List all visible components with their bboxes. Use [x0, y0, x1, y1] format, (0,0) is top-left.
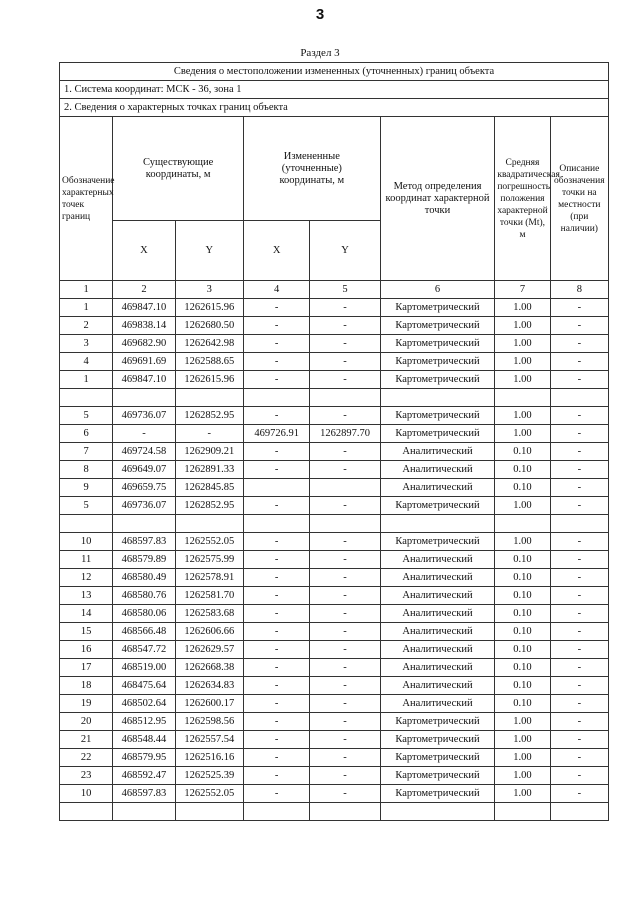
- method-cell: Картометрический: [380, 317, 495, 335]
- error-cell: 0.10: [495, 605, 550, 623]
- existing-y-cell: 1262552.05: [175, 533, 243, 551]
- point-id-cell: 15: [60, 623, 113, 641]
- changed-y-cell: [310, 389, 380, 407]
- existing-y-cell: 1262606.66: [175, 623, 243, 641]
- existing-x-cell: 469691.69: [113, 353, 175, 371]
- method-cell: [380, 389, 495, 407]
- existing-x-cell: 468592.47: [113, 767, 175, 785]
- existing-y-cell: 1262578.91: [175, 569, 243, 587]
- error-cell: 0.10: [495, 461, 550, 479]
- table-row: [60, 461, 609, 479]
- changed-x-cell: -: [243, 299, 309, 317]
- column-number: 5: [310, 281, 380, 299]
- existing-x-cell: 469847.10: [113, 299, 175, 317]
- changed-y-cell: [310, 515, 380, 533]
- description-cell: -: [550, 461, 608, 479]
- description-cell: -: [550, 785, 608, 803]
- table-title: Сведения о местоположении измененных (уточненных) границ объекта: [60, 63, 609, 81]
- section-title: Раздел 3: [300, 47, 340, 59]
- table-row: [60, 299, 609, 317]
- header-error: Средняя квадратическая погрешность положения характерной точки (Mt), м: [495, 117, 550, 281]
- point-id-cell: 8: [60, 461, 113, 479]
- existing-y-cell: 1262583.68: [175, 605, 243, 623]
- point-id-cell: 10: [60, 785, 113, 803]
- existing-x-cell: 468519.00: [113, 659, 175, 677]
- error-cell: 0.10: [495, 641, 550, 659]
- table-row: [60, 353, 609, 371]
- table-row: [60, 371, 609, 389]
- error-cell: 1.00: [495, 785, 550, 803]
- table-row: [60, 749, 609, 767]
- changed-x-cell: 469726.91: [243, 425, 309, 443]
- error-cell: 0.10: [495, 443, 550, 461]
- table-row: [60, 587, 609, 605]
- empty-row: [60, 803, 609, 821]
- existing-y-cell: 1262642.98: [175, 335, 243, 353]
- changed-x-cell: -: [243, 443, 309, 461]
- error-cell: 1.00: [495, 497, 550, 515]
- description-cell: -: [550, 659, 608, 677]
- changed-y-cell: -: [310, 587, 380, 605]
- table-row: [60, 731, 609, 749]
- error-cell: 0.10: [495, 551, 550, 569]
- method-cell: Аналитический: [380, 461, 495, 479]
- table-row: [60, 785, 609, 803]
- column-number: 3: [175, 281, 243, 299]
- point-id-cell: 7: [60, 443, 113, 461]
- changed-x-cell: -: [243, 407, 309, 425]
- error-cell: 0.10: [495, 587, 550, 605]
- changed-y-cell: -: [310, 731, 380, 749]
- existing-y-cell: [175, 515, 243, 533]
- method-cell: Аналитический: [380, 623, 495, 641]
- description-cell: -: [550, 479, 608, 497]
- existing-y-cell: -: [175, 425, 243, 443]
- point-id-cell: 2: [60, 317, 113, 335]
- changed-y-cell: -: [310, 749, 380, 767]
- existing-y-cell: 1262629.57: [175, 641, 243, 659]
- existing-x-cell: 468475.64: [113, 677, 175, 695]
- changed-x-cell: [243, 515, 309, 533]
- changed-y-cell: -: [310, 713, 380, 731]
- point-id-cell: 12: [60, 569, 113, 587]
- point-id-cell: [60, 803, 113, 821]
- description-cell: -: [550, 713, 608, 731]
- point-id-cell: 13: [60, 587, 113, 605]
- existing-x-cell: 468512.95: [113, 713, 175, 731]
- description-cell: -: [550, 605, 608, 623]
- column-number: 8: [550, 281, 608, 299]
- existing-y-cell: 1262852.95: [175, 497, 243, 515]
- changed-x-cell: -: [243, 713, 309, 731]
- coord-system-row: 1. Система координат: МСК - 36, зона 1: [60, 81, 609, 99]
- description-cell: -: [550, 425, 608, 443]
- description-cell: -: [550, 731, 608, 749]
- description-cell: -: [550, 695, 608, 713]
- description-cell: -: [550, 497, 608, 515]
- method-cell: Картометрический: [380, 299, 495, 317]
- description-cell: -: [550, 407, 608, 425]
- changed-x-cell: -: [243, 749, 309, 767]
- existing-x-cell: 468502.64: [113, 695, 175, 713]
- method-cell: Картометрический: [380, 785, 495, 803]
- header-description: Описание обозначения точки на местности (при наличии): [550, 117, 608, 281]
- existing-x-cell: 468597.83: [113, 785, 175, 803]
- changed-x-cell: -: [243, 731, 309, 749]
- error-cell: [495, 803, 550, 821]
- table-row: [60, 497, 609, 515]
- changed-x-cell: -: [243, 785, 309, 803]
- existing-x-cell: 469736.07: [113, 497, 175, 515]
- changed-x-cell: -: [243, 767, 309, 785]
- changed-y-cell: -: [310, 785, 380, 803]
- existing-y-cell: 1262581.70: [175, 587, 243, 605]
- error-cell: 0.10: [495, 695, 550, 713]
- description-cell: [550, 803, 608, 821]
- description-cell: -: [550, 551, 608, 569]
- description-cell: -: [550, 569, 608, 587]
- existing-y-cell: 1262680.50: [175, 317, 243, 335]
- point-id-cell: 5: [60, 497, 113, 515]
- existing-y-cell: 1262852.95: [175, 407, 243, 425]
- table-row: [60, 479, 609, 497]
- changed-y-cell: -: [310, 335, 380, 353]
- existing-x-cell: 468579.89: [113, 551, 175, 569]
- existing-x-cell: 469659.75: [113, 479, 175, 497]
- existing-y-cell: 1262845.85: [175, 479, 243, 497]
- error-cell: 1.00: [495, 317, 550, 335]
- table-row: [60, 713, 609, 731]
- existing-x-cell: 468597.83: [113, 533, 175, 551]
- existing-x-cell: 468580.76: [113, 587, 175, 605]
- description-cell: -: [550, 677, 608, 695]
- changed-x-cell: -: [243, 317, 309, 335]
- header-existing-x: X: [113, 221, 175, 281]
- changed-x-cell: -: [243, 641, 309, 659]
- method-cell: Аналитический: [380, 569, 495, 587]
- method-cell: Аналитический: [380, 551, 495, 569]
- method-cell: [380, 803, 495, 821]
- table-row: [60, 767, 609, 785]
- page-number: 3: [315, 6, 325, 23]
- existing-x-cell: [113, 515, 175, 533]
- error-cell: 1.00: [495, 731, 550, 749]
- header-existing-y: Y: [175, 221, 243, 281]
- existing-x-cell: 469736.07: [113, 407, 175, 425]
- error-cell: 1.00: [495, 533, 550, 551]
- changed-y-cell: -: [310, 443, 380, 461]
- point-id-cell: 1: [60, 299, 113, 317]
- method-cell: Аналитический: [380, 659, 495, 677]
- existing-x-cell: 468579.95: [113, 749, 175, 767]
- error-cell: 1.00: [495, 407, 550, 425]
- changed-y-cell: -: [310, 371, 380, 389]
- changed-x-cell: -: [243, 569, 309, 587]
- error-cell: 0.10: [495, 677, 550, 695]
- changed-y-cell: -: [310, 641, 380, 659]
- existing-x-cell: 469838.14: [113, 317, 175, 335]
- header-existing-coords: Существующие координаты, м: [113, 117, 244, 221]
- point-id-cell: 6: [60, 425, 113, 443]
- table-row: [60, 443, 609, 461]
- description-cell: -: [550, 443, 608, 461]
- error-cell: 1.00: [495, 767, 550, 785]
- column-number: 4: [243, 281, 309, 299]
- existing-y-cell: [175, 803, 243, 821]
- point-id-cell: 21: [60, 731, 113, 749]
- description-cell: -: [550, 353, 608, 371]
- changed-x-cell: -: [243, 677, 309, 695]
- point-id-cell: [60, 515, 113, 533]
- description-cell: -: [550, 371, 608, 389]
- changed-x-cell: -: [243, 371, 309, 389]
- error-cell: 1.00: [495, 371, 550, 389]
- changed-x-cell: -: [243, 605, 309, 623]
- column-number: 6: [380, 281, 495, 299]
- description-cell: -: [550, 335, 608, 353]
- table-row: [60, 425, 609, 443]
- method-cell: Аналитический: [380, 587, 495, 605]
- table-row: [60, 695, 609, 713]
- existing-x-cell: 469724.58: [113, 443, 175, 461]
- existing-y-cell: 1262615.96: [175, 299, 243, 317]
- changed-x-cell: -: [243, 533, 309, 551]
- method-cell: Картометрический: [380, 713, 495, 731]
- method-cell: Картометрический: [380, 497, 495, 515]
- changed-x-cell: [243, 803, 309, 821]
- description-cell: [550, 515, 608, 533]
- error-cell: 0.10: [495, 479, 550, 497]
- existing-y-cell: 1262634.83: [175, 677, 243, 695]
- table-row: [60, 569, 609, 587]
- existing-x-cell: 468566.48: [113, 623, 175, 641]
- table-row: [60, 641, 609, 659]
- method-cell: Картометрический: [380, 533, 495, 551]
- changed-x-cell: -: [243, 623, 309, 641]
- existing-y-cell: 1262615.96: [175, 371, 243, 389]
- description-cell: -: [550, 749, 608, 767]
- changed-y-cell: -: [310, 353, 380, 371]
- column-number: 2: [113, 281, 175, 299]
- header-designation: Обозначение характерных точек границ: [60, 117, 113, 281]
- changed-y-cell: -: [310, 623, 380, 641]
- method-cell: Аналитический: [380, 443, 495, 461]
- existing-x-cell: 469847.10: [113, 371, 175, 389]
- description-cell: -: [550, 317, 608, 335]
- changed-x-cell: [243, 389, 309, 407]
- error-cell: 1.00: [495, 749, 550, 767]
- method-cell: Картометрический: [380, 731, 495, 749]
- changed-x-cell: -: [243, 353, 309, 371]
- error-cell: 1.00: [495, 353, 550, 371]
- existing-x-cell: [113, 803, 175, 821]
- table-row: [60, 317, 609, 335]
- table-row: [60, 335, 609, 353]
- method-cell: Картометрический: [380, 407, 495, 425]
- description-cell: -: [550, 623, 608, 641]
- method-cell: Картометрический: [380, 767, 495, 785]
- changed-y-cell: -: [310, 605, 380, 623]
- point-id-cell: 23: [60, 767, 113, 785]
- existing-x-cell: 468548.44: [113, 731, 175, 749]
- existing-y-cell: 1262557.54: [175, 731, 243, 749]
- points-caption-row: 2. Сведения о характерных точках границ объекта: [60, 99, 609, 117]
- description-cell: -: [550, 641, 608, 659]
- changed-y-cell: [310, 479, 380, 497]
- column-number: 1: [60, 281, 113, 299]
- error-cell: 0.10: [495, 569, 550, 587]
- error-cell: [495, 515, 550, 533]
- existing-y-cell: 1262909.21: [175, 443, 243, 461]
- error-cell: [495, 389, 550, 407]
- changed-x-cell: -: [243, 551, 309, 569]
- error-cell: 0.10: [495, 659, 550, 677]
- existing-x-cell: 468547.72: [113, 641, 175, 659]
- point-id-cell: 22: [60, 749, 113, 767]
- table-row: [60, 533, 609, 551]
- changed-x-cell: -: [243, 587, 309, 605]
- method-cell: Картометрический: [380, 425, 495, 443]
- table-row: [60, 659, 609, 677]
- existing-x-cell: 468580.06: [113, 605, 175, 623]
- point-id-cell: 3: [60, 335, 113, 353]
- existing-y-cell: 1262525.39: [175, 767, 243, 785]
- changed-y-cell: -: [310, 461, 380, 479]
- point-id-cell: 18: [60, 677, 113, 695]
- point-id-cell: 9: [60, 479, 113, 497]
- point-id-cell: 14: [60, 605, 113, 623]
- point-id-cell: 10: [60, 533, 113, 551]
- point-id-cell: 1: [60, 371, 113, 389]
- changed-x-cell: -: [243, 461, 309, 479]
- error-cell: 1.00: [495, 335, 550, 353]
- table-row: [60, 623, 609, 641]
- existing-x-cell: 469682.90: [113, 335, 175, 353]
- existing-y-cell: 1262516.16: [175, 749, 243, 767]
- column-number: 7: [495, 281, 550, 299]
- method-cell: Картометрический: [380, 749, 495, 767]
- method-cell: [380, 515, 495, 533]
- method-cell: Картометрический: [380, 371, 495, 389]
- changed-x-cell: -: [243, 497, 309, 515]
- method-cell: Аналитический: [380, 605, 495, 623]
- changed-y-cell: -: [310, 569, 380, 587]
- table-row: [60, 551, 609, 569]
- existing-y-cell: 1262588.65: [175, 353, 243, 371]
- changed-x-cell: -: [243, 335, 309, 353]
- empty-row: [60, 515, 609, 533]
- existing-y-cell: 1262552.05: [175, 785, 243, 803]
- existing-y-cell: 1262600.17: [175, 695, 243, 713]
- table-row: [60, 605, 609, 623]
- header-method: Метод определения координат характерной точки: [380, 117, 495, 281]
- existing-y-cell: 1262668.38: [175, 659, 243, 677]
- existing-x-cell: -: [113, 425, 175, 443]
- changed-y-cell: -: [310, 533, 380, 551]
- changed-y-cell: -: [310, 551, 380, 569]
- existing-x-cell: 469649.07: [113, 461, 175, 479]
- changed-x-cell: -: [243, 659, 309, 677]
- changed-y-cell: -: [310, 407, 380, 425]
- changed-x-cell: -: [243, 695, 309, 713]
- method-cell: Аналитический: [380, 479, 495, 497]
- changed-y-cell: -: [310, 317, 380, 335]
- changed-y-cell: -: [310, 659, 380, 677]
- point-id-cell: 17: [60, 659, 113, 677]
- changed-y-cell: -: [310, 767, 380, 785]
- changed-y-cell: -: [310, 677, 380, 695]
- point-id-cell: 19: [60, 695, 113, 713]
- description-cell: -: [550, 767, 608, 785]
- method-cell: Аналитический: [380, 677, 495, 695]
- error-cell: 1.00: [495, 425, 550, 443]
- point-id-cell: 16: [60, 641, 113, 659]
- coordinates-table: [59, 62, 609, 821]
- table-row: [60, 407, 609, 425]
- method-cell: Аналитический: [380, 641, 495, 659]
- header-changed-coords: Измененные (уточненные) координаты, м: [243, 117, 380, 221]
- method-cell: Картометрический: [380, 335, 495, 353]
- error-cell: 0.10: [495, 623, 550, 641]
- method-cell: Картометрический: [380, 353, 495, 371]
- error-cell: 1.00: [495, 299, 550, 317]
- description-cell: [550, 389, 608, 407]
- existing-x-cell: [113, 389, 175, 407]
- changed-y-cell: -: [310, 497, 380, 515]
- description-cell: -: [550, 587, 608, 605]
- header-changed-y: Y: [310, 221, 380, 281]
- changed-y-cell: -: [310, 695, 380, 713]
- point-id-cell: 20: [60, 713, 113, 731]
- description-cell: -: [550, 299, 608, 317]
- point-id-cell: 4: [60, 353, 113, 371]
- existing-y-cell: 1262575.99: [175, 551, 243, 569]
- point-id-cell: 5: [60, 407, 113, 425]
- error-cell: 1.00: [495, 713, 550, 731]
- changed-y-cell: -: [310, 299, 380, 317]
- description-cell: -: [550, 533, 608, 551]
- method-cell: Аналитический: [380, 695, 495, 713]
- empty-row: [60, 389, 609, 407]
- existing-y-cell: 1262891.33: [175, 461, 243, 479]
- existing-y-cell: [175, 389, 243, 407]
- table-row: [60, 677, 609, 695]
- existing-y-cell: 1262598.56: [175, 713, 243, 731]
- existing-x-cell: 468580.49: [113, 569, 175, 587]
- changed-y-cell: [310, 803, 380, 821]
- point-id-cell: [60, 389, 113, 407]
- header-changed-x: X: [243, 221, 309, 281]
- point-id-cell: 11: [60, 551, 113, 569]
- changed-y-cell: 1262897.70: [310, 425, 380, 443]
- changed-x-cell: [243, 479, 309, 497]
